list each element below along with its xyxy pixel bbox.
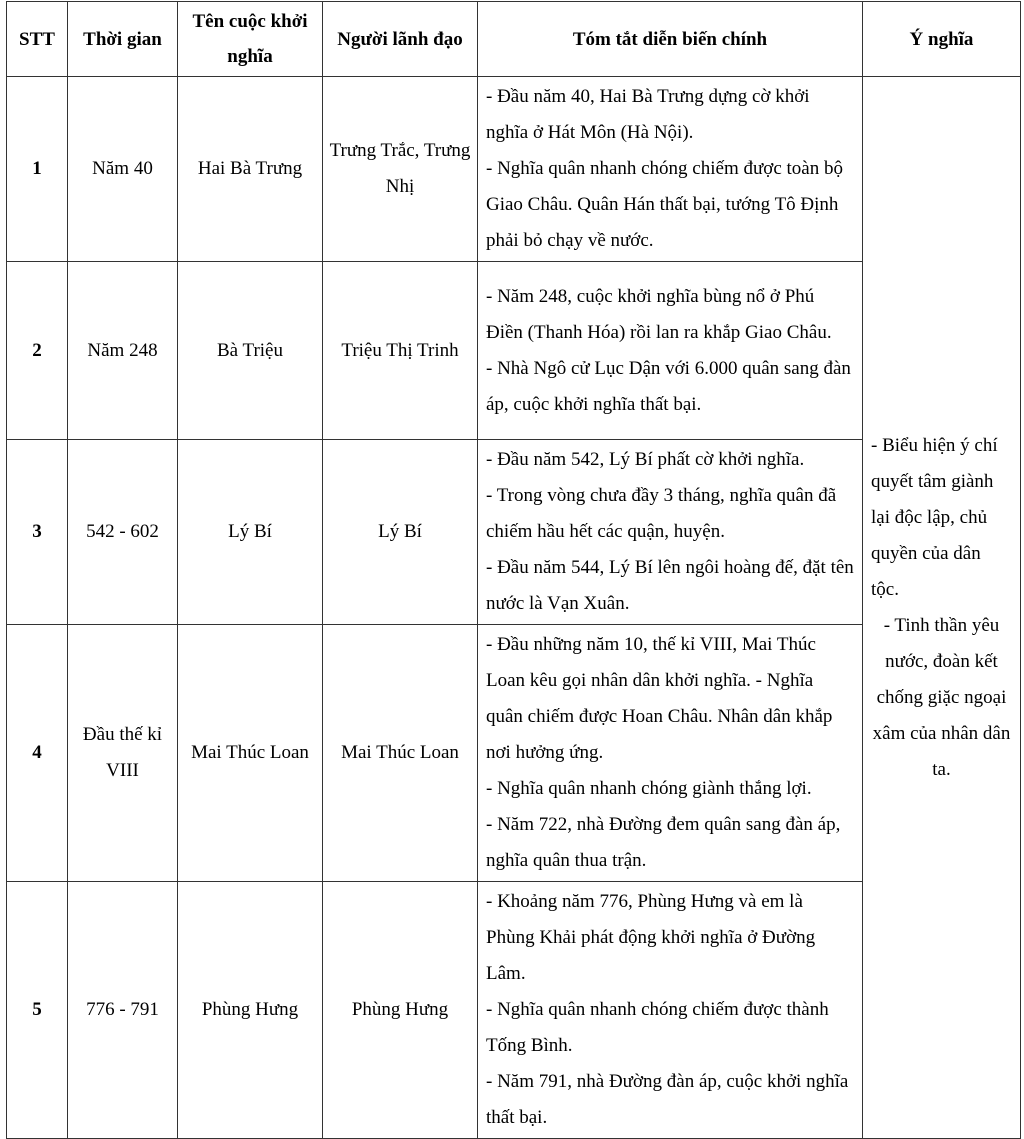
row-time: Năm 248 [68, 262, 178, 440]
row-leader: Mai Thúc Loan [323, 625, 478, 882]
row-time: Năm 40 [68, 77, 178, 262]
row-leader: Trưng Trắc, Trưng Nhị [323, 77, 478, 262]
row-stt: 1 [7, 77, 68, 262]
row-stt: 3 [7, 440, 68, 625]
table-row [7, 77, 1021, 262]
row-summary [478, 625, 863, 882]
row-name: Phùng Hưng [178, 882, 323, 1139]
row-summary [478, 440, 863, 625]
row-leader: Phùng Hưng [323, 882, 478, 1139]
summary-line: - Đầu năm 40, Hai Bà Trưng dựng cờ khởi nghĩa ở Hát Môn (Hà Nội). [486, 86, 810, 143]
row-summary [478, 882, 863, 1139]
row-name: Mai Thúc Loan [178, 625, 323, 882]
summary-line: - Năm 791, nhà Đường đàn áp, cuộc khởi nghĩa thất bại. [486, 1071, 849, 1128]
summary-line: - Nghĩa quân nhanh chóng chiếm được thành Tống Bình. [486, 999, 829, 1056]
header-row [7, 2, 1021, 77]
header-meaning: Ý nghĩa [863, 2, 1021, 77]
header-summary: Tóm tắt diễn biến chính [478, 2, 863, 77]
row-leader: Triệu Thị Trinh [323, 262, 478, 440]
meaning-cell [863, 77, 1021, 1139]
header-name: Tên cuộc khởi nghĩa [178, 2, 323, 77]
row-stt: 4 [7, 625, 68, 882]
uprisings-table [6, 1, 1021, 1139]
summary-line: - Đầu năm 542, Lý Bí phất cờ khởi nghĩa. [486, 449, 805, 470]
row-name: Hai Bà Trưng [178, 77, 323, 262]
summary-line: - Khoảng năm 776, Phùng Hưng và em là Phùng Khải phát động khởi nghĩa ở Đường Lâm. [486, 891, 816, 984]
header-leader: Người lãnh đạo [323, 2, 478, 77]
summary-line: - Năm 248, cuộc khởi nghĩa bùng nổ ở Phú Điền (Thanh Hóa) rồi lan ra khắp Giao Châu. [486, 285, 832, 343]
summary-line: - Nghĩa quân nhanh chóng giành thắng lợi. [486, 778, 812, 799]
row-leader: Lý Bí [323, 440, 478, 625]
row-stt: 2 [7, 262, 68, 440]
summary-line: - Nghĩa quân nhanh chóng chiếm được toàn bộ Giao Châu. Quân Hán thất bại, tướng Tô Định phải bỏ chạy về nước. [486, 158, 843, 251]
row-summary [478, 262, 863, 440]
summary-line: - Đầu những năm 10, thế kỉ VIII, Mai Thúc Loan kêu gọi nhân dân khởi nghĩa. - Nghĩa quân chiếm được Hoan Châu. Nhân dân khắp nơi hưởng ứng. [486, 634, 833, 763]
summary-line: - Trong vòng chưa đầy 3 tháng, nghĩa quân đã chiếm hầu hết các quận, huyện. [486, 485, 837, 542]
row-name: Bà Triệu [178, 262, 323, 440]
summary-line: - Năm 722, nhà Đường đem quân sang đàn áp, nghĩa quân thua trận. [486, 814, 841, 871]
summary-line: - Nhà Ngô cử Lục Dận với 6.000 quân sang đàn áp, cuộc khởi nghĩa thất bại. [486, 357, 851, 415]
meaning-line: - Tinh thần yêu nước, đoàn kết chống giặc ngoại xâm của nhân dân ta. [872, 614, 1011, 780]
row-time: Đầu thế kỉ VIII [68, 625, 178, 882]
row-time: 776 - 791 [68, 882, 178, 1139]
row-time: 542 - 602 [68, 440, 178, 625]
row-summary [478, 77, 863, 262]
summary-line: - Đầu năm 544, Lý Bí lên ngôi hoàng đế, đặt tên nước là Vạn Xuân. [486, 557, 854, 614]
header-time: Thời gian [68, 2, 178, 77]
row-stt: 5 [7, 882, 68, 1139]
meaning-line: - Biểu hiện ý chí quyết tâm giành lại độc lập, chủ quyền của dân tộc. [871, 434, 998, 600]
row-name: Lý Bí [178, 440, 323, 625]
header-stt: STT [7, 2, 68, 77]
